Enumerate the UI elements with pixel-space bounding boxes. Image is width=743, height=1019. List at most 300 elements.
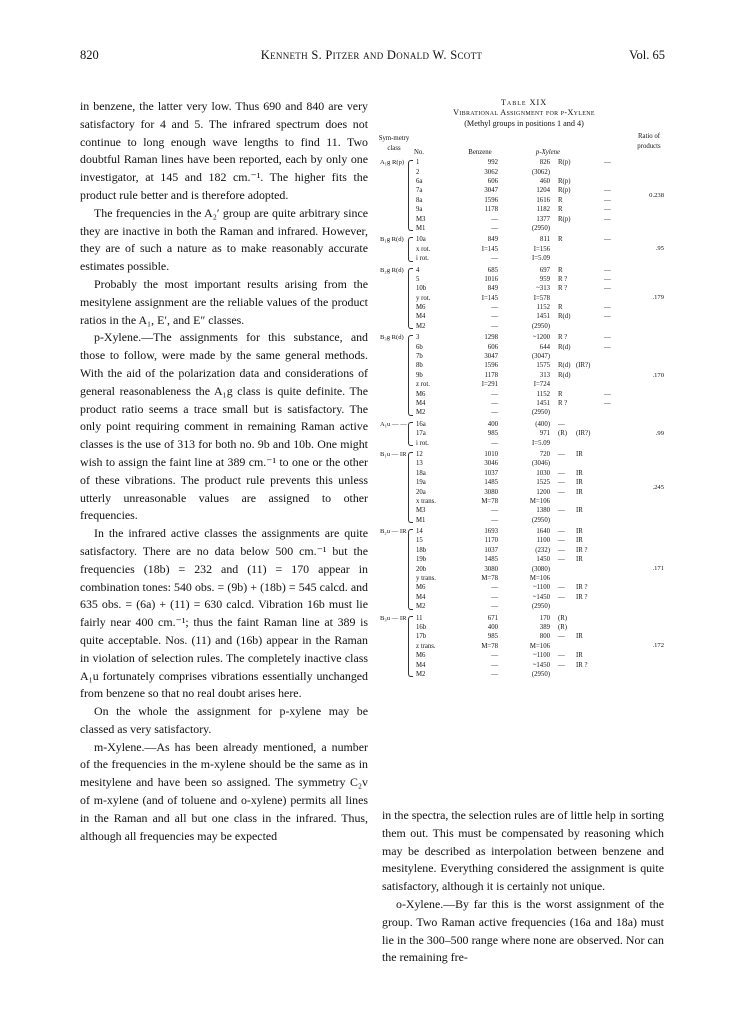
table-row (378, 343, 670, 352)
cell-no: 1 (416, 159, 420, 167)
cell-no: 20a (416, 488, 426, 496)
cell-bz: 1485 (484, 556, 498, 564)
cell-ir: IR ? (576, 661, 588, 669)
paragraph: p-Xylene.—The assignments for this substance, and those to follow, were made by the same general methods. With the aid of the polarization data and considerations of general reasonableness the A₁g class is quite definite. The product ratio seems a trace small but is satisfactory. The only point requiring comment in remaining Raman active classes is the use of 313 for both no. 9b and 10b. One might wish to assign the faint line at 389 cm.⁻¹ to one or the other of these vibrations. The product rule prevents this unless utterly unreasonable values are assigned to other frequencies. (80, 330, 368, 523)
table-row (378, 177, 670, 186)
cell-no: M6 (416, 584, 426, 592)
cell-bz: — (491, 399, 498, 407)
cell-ir: IR (576, 556, 583, 564)
cell-no: M2 (416, 670, 426, 678)
cell-bz: 1485 (484, 479, 498, 487)
table-row (378, 390, 670, 399)
cell-px: (3047) (531, 353, 550, 361)
cell-no: 15 (416, 537, 423, 545)
cell-no: 7b (416, 353, 423, 361)
table-row (378, 294, 670, 303)
cell-px: (3046) (531, 460, 550, 468)
table-row (378, 536, 670, 545)
symmetry-class: A₁g R(p) (380, 159, 405, 167)
cell-no: 8a (416, 196, 423, 204)
cell-ir: IR (576, 469, 583, 477)
table-row (378, 245, 670, 254)
table-row (378, 254, 670, 263)
cell-bz: 671 (487, 614, 498, 622)
cell-px: 826 (539, 159, 550, 167)
cell-bz: 606 (487, 343, 498, 351)
cell-ir: IR (576, 488, 583, 496)
table-row (378, 380, 670, 389)
cell-px: I=5.09 (532, 439, 550, 447)
cell-no: 9b (416, 371, 423, 379)
cell-ac: — (558, 420, 565, 428)
cell-bz: 3080 (484, 565, 498, 573)
product-ratio: .245 (652, 483, 664, 491)
cell-px: 1575 (536, 362, 550, 370)
cell-ac: R(d) (558, 343, 571, 351)
cell-ir: IR (576, 537, 583, 545)
product-ratio: .95 (655, 245, 664, 253)
table-row (378, 516, 670, 525)
cell-no: 2 (416, 168, 420, 176)
cell-ac: R(d) (558, 362, 571, 370)
cell-px: (2950) (531, 603, 550, 611)
cell-no: x trans. (416, 497, 437, 505)
left-column-text (80, 98, 368, 845)
cell-px: 1380 (536, 507, 550, 515)
cell-ac: R(p) (558, 178, 571, 185)
table-row (378, 565, 670, 574)
cell-px: (2950) (531, 516, 550, 524)
cell-ir: IR (576, 450, 583, 458)
cell-bz: — (491, 507, 498, 515)
cell-ac: — (558, 488, 565, 496)
table-row (378, 429, 670, 438)
cell-px: 1200 (536, 488, 550, 496)
cell-px: 460 (539, 178, 550, 185)
cell-ac: — (558, 556, 565, 564)
cell-bz: — (491, 584, 498, 592)
cell-bz: I=145 (481, 294, 498, 302)
cell-px: 971 (539, 430, 550, 438)
cell-ac: — (558, 661, 565, 669)
table-row (378, 651, 670, 660)
product-ratio: .170 (652, 371, 664, 379)
table-group (378, 158, 670, 233)
cell-px: 959 (539, 275, 550, 283)
cell-no: 19b (416, 556, 427, 564)
symmetry-class: B₁g R(d) (380, 236, 404, 244)
table-row (378, 168, 670, 177)
cell-no: x rot. (416, 245, 431, 253)
cell-px: (2950) (531, 409, 550, 417)
cell-dash: — (604, 196, 611, 204)
cell-px: M=106 (529, 497, 550, 505)
table-group (378, 235, 670, 263)
table-body (378, 158, 670, 681)
table-title: Table XIX (500, 98, 548, 107)
cell-bz: 1596 (484, 196, 498, 204)
table-row (378, 399, 670, 408)
table-row (378, 623, 670, 632)
cell-no: M6 (416, 304, 426, 312)
cell-no: M2 (416, 322, 426, 330)
header-symmetry: Sym-metry class (378, 135, 410, 152)
cell-ac: R ? (558, 285, 568, 293)
table-note: (Methyl groups in positions 1 and 4) (464, 118, 584, 128)
cell-px: (3080) (531, 565, 550, 573)
cell-dash: — (604, 285, 611, 293)
table-row (378, 506, 670, 515)
table-row (378, 333, 670, 342)
cell-px: 1152 (536, 304, 550, 312)
cell-bz: 992 (487, 159, 498, 167)
cell-dash: — (604, 343, 611, 351)
cell-no: 9a (416, 206, 423, 214)
table-row (378, 235, 670, 244)
cell-no: i rot. (416, 439, 429, 447)
cell-px: (2950) (531, 224, 550, 232)
cell-bz: — (491, 304, 498, 312)
cell-ir: IR (576, 528, 583, 536)
cell-no: 5 (416, 275, 420, 283)
table-row (378, 439, 670, 448)
cell-bz: M=78 (481, 497, 498, 505)
cell-bz: M=78 (481, 575, 498, 583)
cell-ac: — (558, 479, 565, 487)
cell-dash: — (604, 206, 611, 214)
cell-ac: R ? (558, 399, 568, 407)
cell-ac: — (558, 593, 565, 601)
cell-ac: R (558, 196, 563, 204)
paragraph: Probably the most important results arising from the mesitylene assignment are the reliable values of the product ratios in the A₁, E′, and E″ classes. (80, 276, 368, 327)
cell-no: M2 (416, 409, 426, 417)
cell-no: 10a (416, 236, 426, 244)
cell-px: I=156 (533, 245, 550, 253)
cell-px: 1182 (536, 206, 550, 214)
table-row (378, 478, 670, 487)
paragraph: The frequencies in the A₂′ group are quite arbitrary since they are inactive in both the Raman and infrared. However, they are of such a nature as to make reasonably accurate estimates possible. (80, 205, 368, 274)
cell-ac: R(d) (558, 313, 571, 321)
symmetry-class: B₃g R(d) (380, 334, 404, 342)
cell-px: 1451 (536, 313, 550, 321)
cell-bz: 985 (487, 633, 498, 641)
cell-bz: — (491, 224, 498, 232)
table-row (378, 408, 670, 417)
paragraph: in benzene, the latter very low. Thus 690 and 840 are very satisfactory for 4 and 5. The infrared spectrum does not continue to long enough wave lengths to find 11. Two doubtful Raman lines have been reported, each by only one investigator, at 145 and 182 cm.⁻¹. The higher fits the product rule better and is therefore adopted. (80, 99, 368, 202)
cell-ac: — (558, 450, 565, 458)
running-header-authors: Kenneth S. Pitzer and Donald W. Scott (260, 48, 483, 62)
cell-px: (400) (535, 420, 550, 428)
table-row (378, 196, 670, 205)
cell-bz: 400 (487, 623, 498, 631)
cell-ac: — (558, 528, 565, 536)
cell-ac: R ? (558, 275, 568, 283)
table-row (378, 602, 670, 611)
cell-ac: — (558, 537, 565, 545)
table-row (378, 469, 670, 478)
header-benzene: Benzene (468, 149, 492, 157)
cell-no: M4 (416, 399, 426, 407)
cell-no: 20b (416, 565, 427, 573)
cell-px: 1450 (536, 556, 550, 564)
cell-ac: (R) (558, 614, 568, 622)
cell-no: 14 (416, 528, 423, 536)
cell-px: M=106 (529, 575, 550, 583)
cell-bz: 1178 (484, 371, 498, 379)
cell-ac: (R) (558, 430, 568, 438)
cell-px: M=106 (529, 642, 550, 650)
cell-no: 19a (416, 479, 426, 487)
cell-px: 1204 (536, 187, 550, 195)
symmetry-class: B₂g R(d) (380, 266, 404, 274)
cell-ir: IR ? (576, 546, 588, 554)
cell-ac: R (558, 390, 563, 398)
table-row (378, 215, 670, 224)
cell-bz: — (491, 409, 498, 417)
cell-no: M4 (416, 661, 426, 669)
cell-px: 1525 (536, 479, 550, 487)
cell-bz: 1016 (484, 275, 498, 283)
cell-px: ~1100 (532, 584, 550, 592)
cell-bz: 1693 (484, 528, 498, 536)
cell-bz: 1037 (484, 546, 498, 554)
cell-no: 8b (416, 362, 423, 370)
cell-no: M1 (416, 516, 426, 524)
table-row (378, 371, 670, 380)
paragraph: On the whole the assignment for p-xylene may be classed as very satisfactory. (80, 704, 368, 736)
cell-dash: — (604, 399, 611, 407)
cell-no: y trans. (416, 575, 437, 583)
cell-no: M3 (416, 215, 426, 223)
cell-bz: 849 (487, 236, 498, 244)
table-row (378, 361, 670, 370)
cell-bz: — (491, 593, 498, 601)
cell-bz: — (491, 322, 498, 330)
cell-px: (2950) (531, 322, 550, 330)
cell-no: i rot. (416, 255, 429, 263)
cell-ir: IR ? (576, 584, 588, 592)
cell-ac: — (558, 652, 565, 660)
cell-no: 17b (416, 633, 427, 641)
table-row (378, 450, 670, 459)
cell-no: 18a (416, 469, 426, 477)
table-row (378, 303, 670, 312)
cell-bz: 1298 (484, 334, 498, 342)
cell-dash: — (604, 275, 611, 283)
cell-dash: — (604, 390, 611, 398)
table-row (378, 546, 670, 555)
cell-px: 1451 (536, 399, 550, 407)
cell-px: 1377 (536, 215, 550, 223)
cell-no: 6a (416, 178, 423, 185)
table-row (378, 322, 670, 331)
cell-dash: — (604, 334, 611, 342)
symmetry-class: B₁u — IR (380, 450, 407, 458)
cell-bz: — (491, 313, 498, 321)
cell-no: 16a (416, 420, 426, 428)
right-column-text (382, 807, 664, 967)
cell-bz: M=78 (481, 642, 498, 650)
table-row (378, 614, 670, 623)
cell-dash: — (604, 304, 611, 312)
cell-bz: — (491, 439, 498, 447)
cell-no: M1 (416, 224, 426, 232)
cell-bz: 1178 (484, 206, 498, 214)
cell-px: 811 (540, 236, 550, 244)
cell-ir: (IR?) (576, 430, 591, 438)
cell-bz: 849 (487, 285, 498, 293)
cell-px: (3062) (531, 168, 550, 176)
page-number: 820 (80, 48, 99, 62)
table-row (378, 266, 670, 275)
cell-bz: 3046 (484, 460, 498, 468)
cell-px: I=578 (533, 294, 550, 302)
cell-ir: IR (576, 507, 583, 515)
cell-ac: (R) (558, 623, 568, 631)
cell-no: 7a (416, 187, 423, 195)
cell-ac: — (558, 584, 565, 592)
cell-px: 1152 (536, 390, 550, 398)
cell-no: z trans. (416, 642, 436, 650)
cell-px: 1100 (536, 537, 550, 545)
cell-dash: — (604, 215, 611, 223)
cell-bz: 1596 (484, 362, 498, 370)
cell-px: (2950) (531, 670, 550, 678)
cell-bz: 400 (487, 420, 498, 428)
cell-no: z rot. (416, 381, 430, 389)
cell-dash: — (604, 159, 611, 167)
cell-ac: — (558, 546, 565, 554)
table-row (378, 583, 670, 592)
table-row (378, 352, 670, 361)
cell-bz: 1010 (484, 450, 498, 458)
table-row (378, 632, 670, 641)
cell-bz: — (491, 670, 498, 678)
product-ratio: .172 (652, 642, 664, 650)
table-row (378, 527, 670, 536)
table-row (378, 224, 670, 233)
cell-ir: IR (576, 652, 583, 660)
table-row (378, 459, 670, 468)
table-group (378, 420, 670, 448)
table-row (378, 670, 670, 679)
cell-no: 17a (416, 430, 426, 438)
table-row (378, 488, 670, 497)
cell-dash: — (604, 236, 611, 244)
cell-no: M4 (416, 593, 426, 601)
cell-bz: 3047 (484, 187, 498, 195)
cell-px: 720 (539, 450, 550, 458)
table-row (378, 555, 670, 564)
cell-bz: — (491, 652, 498, 660)
cell-dash: — (604, 187, 611, 195)
cell-px: 1030 (536, 469, 550, 477)
cell-bz: — (491, 390, 498, 398)
table-row (378, 420, 670, 429)
cell-px: 1616 (536, 196, 550, 204)
symmetry-class: B₂u — IR (380, 528, 407, 536)
cell-ac: R (558, 266, 563, 274)
cell-px: 644 (539, 343, 550, 351)
table-row (378, 275, 670, 284)
cell-bz: 1170 (484, 537, 498, 545)
table-row (378, 574, 670, 583)
table-group (378, 266, 670, 332)
cell-ir: (IR?) (576, 362, 591, 370)
table-row (378, 158, 670, 167)
cell-ac: R(p) (558, 187, 571, 195)
table-row (378, 205, 670, 214)
table-row (378, 186, 670, 195)
cell-no: M6 (416, 652, 426, 660)
cell-no: 4 (416, 266, 420, 274)
cell-ac: R(d) (558, 371, 571, 379)
cell-bz: 985 (487, 430, 498, 438)
cell-no: M3 (416, 507, 426, 515)
cell-ac: R(p) (558, 215, 571, 223)
cell-no: 13 (416, 460, 423, 468)
table-group (378, 450, 670, 525)
cell-px: 1640 (536, 528, 550, 536)
cell-bz: — (491, 516, 498, 524)
cell-no: M2 (416, 603, 426, 611)
cell-dash: — (604, 313, 611, 321)
cell-ac: — (558, 633, 565, 641)
cell-no: 6b (416, 343, 423, 351)
table-group (378, 333, 670, 418)
cell-px: (232) (535, 546, 550, 554)
product-ratio: .171 (652, 565, 664, 573)
cell-ac: R (558, 236, 563, 244)
cell-ir: IR (576, 479, 583, 487)
cell-bz: — (491, 661, 498, 669)
cell-px: 800 (539, 633, 550, 641)
table-subtitle: Vibrational Assignment for p-Xylene (453, 108, 595, 118)
cell-dash: — (604, 266, 611, 274)
cell-px: ~313 (536, 285, 550, 293)
cell-bz: 606 (487, 178, 498, 185)
cell-ac: R ? (558, 334, 568, 342)
table-row (378, 284, 670, 293)
cell-bz: — (491, 255, 498, 263)
cell-no: M4 (416, 313, 426, 321)
paragraph: m-Xylene.—As has been already mentioned, a number of the frequencies in the m-xylene should be the same as in mesitylene and have been so assigned. The symmetry C₂v of m-xylene (and of toluene and o-xylene) permits all lines in the Raman and all but one class in the infrared. Thus, although all frequencies may be expected (80, 739, 368, 843)
table-row (378, 661, 670, 670)
table-group (378, 527, 670, 612)
cell-px: ~1100 (532, 652, 550, 660)
cell-px: ~1450 (532, 593, 550, 601)
table-row (378, 497, 670, 506)
paragraph: o-Xylene.—By far this is the worst assignment of the group. Two Raman active frequencies (16a and 18a) must lie in the 300–500 range where none are observed. Nor can the remaining fre- (382, 896, 664, 965)
cell-ac: R (558, 206, 563, 214)
cell-px: I=5.09 (532, 255, 550, 263)
paragraph: in the spectra, the selection rules are of little help in sorting them out. This must be compensated by reasoning which may be described as interpolation between benzene and mesitylene. Everything considered the assignment is quite satisfactory, although it is certainly not unique. (382, 808, 664, 894)
cell-no: 18b (416, 546, 427, 554)
cell-bz: I=145 (481, 245, 498, 253)
product-ratio: 0.238 (649, 191, 664, 199)
cell-bz: 1037 (484, 469, 498, 477)
table-xix (378, 98, 670, 681)
volume-label: Vol. 65 (629, 48, 665, 62)
cell-ir: IR (576, 633, 583, 641)
cell-bz: 685 (487, 266, 498, 274)
cell-bz: 3080 (484, 488, 498, 496)
product-ratio: .179 (652, 294, 664, 302)
cell-ac: — (558, 469, 565, 477)
table-row (378, 312, 670, 321)
cell-no: M6 (416, 390, 426, 398)
cell-bz: 3062 (484, 168, 498, 176)
